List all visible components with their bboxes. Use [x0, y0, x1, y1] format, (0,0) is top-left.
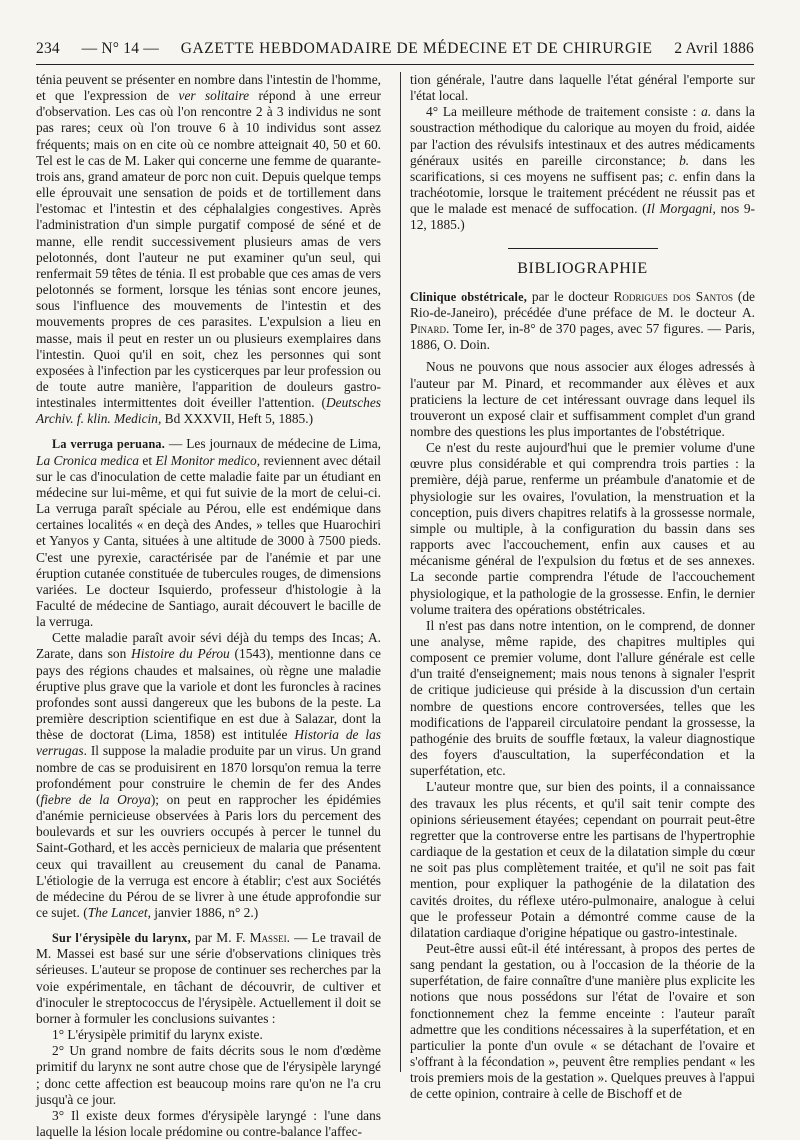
paragraph: ténia peuvent se présenter en nombre dans l'intestin de l'homme, et que l'expression de ver solitaire répond à une erreur d'observation. Les cas où l'on rencontre 2 à 3 individus ne sont pas rares; ceux où l'on trouve 6 à 10 individus sont assez fréquents; mais on en cite où ce nombre atteignait 40, 50 et 60. Tel est le cas de M. Laker qui concerne une femme de quarante-trois ans, grand amateur de porc non cuit. Depuis quelque temps elle éprouvait une sensation de poids et de tortillement dans l'estomac et l'intestin et des céphalalgies congestives. Après l'administration d'un simple purgatif composé de séné et de manne, elle rendit successivement plusieurs amas de vers pelotonnés, dont l'auteur ne put examiner qu'un seul, qui renfermait 59 têtes de ténia. Il est probable que ces amas de vers pelotonnés se forment, lorsque les ténias sont encore jeunes, sous l'influence des mouvements de l'intestin et des mouvements propres de ces parasites. L'expulsion a lieu en masse, mais il peut en rester un ou plusieurs exemplaires dans l'intestin. Quoi qu'il en soit, chez les personnes qui sont exposées à l'infection par les cysticerques par leur profession ou de toute autre manière, l'apparition de douleurs gastro-intestinales intermittentes doit éveiller l'attention. (Deutsches Archiv. f. klin. Medicin, Bd XXXVII, Heft 5, 1885.) — [36, 72, 381, 427]
journal-title: GAZETTE HEBDOMADAIRE DE MÉDECINE ET DE CHIRURGIE — [180, 40, 653, 57]
issue-date: 2 Avril 1886 — [674, 40, 754, 57]
page-number: 234 — [36, 40, 60, 57]
section-separator — [508, 248, 658, 249]
paragraph: tion générale, l'autre dans laquelle l'état général l'emporte sur l'état local. — [410, 72, 755, 104]
paragraph: Ce n'est du reste aujourd'hui que le premier volume d'une œuvre plus considérable et qui comprendra trois parties : la première, déjà parue, renferme un préambule d'anatomie et de physiologie sur les ovaires, l'ovulation, la menstruation et la conception, puis divers chapitres relatifs à la grossesse normale, simple ou multiple, à la configuration du bassin dans ses rapports avec l'accouchement, enfin aux causes et au mécanisme général de l'expulsion du fœtus et de ses annexes. La seconde partie comprendra l'étude de l'accouchement physiologique, et la pathologie de la grossesse. Enfin, le dernier volume traitera des opérations obstétricales. — [410, 440, 755, 617]
page-header — [36, 40, 754, 58]
paragraph: Nous ne pouvons que nous associer aux éloges adressés à l'auteur par M. Pinard, et recommander aux élèves et aux praticiens la lecture de cet intéressant ouvrage dans lequel ils trouveront un exposé clair et suffisamment complet d'un grand nombre des questions les plus importantes de l'obstétrique. — [410, 359, 755, 439]
bibliography-heading: BIBLIOGRAPHIE — [517, 259, 648, 277]
paragraph: Il n'est pas dans notre intention, on le comprend, de donner une analyse, même rapide, des chapitres multiples qui composent ce premier volume, dont l'allure générale est celle d'un traité d'enseignement; mais nous tenons à signaler l'esprit de critique judicieuse qui préside à la discussion d'un certain nombre de questions encore controversées, telles que les modifications de l'appareil circulatoire pendant la grossesse, la pathogénie des bruits de souffle fœtaux, la valeur diagnostique des foyers d'auscultation, la superfécondation et la superfétation, etc. — [410, 617, 755, 779]
section-verruga: La verruga peruana. — Les journaux de médecine de Lima, La Cronica medica et El Monitor medico, reviennent avec détail sur le cas d'inoculation de cette maladie faite par un étudiant en médecine sur lui-même, et qui fut suivie de la mort de celui-ci. La verruga paraît spéciale au Pérou, elle est endémique dans certaines localités « en deçà des Andes, » telles que Huarochiri et Yanyos y Canta, situées à une altitude de 3000 à 7500 pieds. C'est une pyrexie, caractérisée par de l'anémie et par une éruption cutanée constituée de tubercules rouges, de dimensions variées. Le docteur Isquierdo, professeur d'histologie à la Faculté de médecine de Santiago, aurait découvert le bacille de la verruga. — [36, 436, 382, 630]
paragraph: L'auteur montre que, sur bien des points, il a connaissance des travaux les plus récents, et qu'il sait tenir compte des opinions sérieusement étayées; cependant on pourrait peut-être regretter que la controverse entre les partisans de l'hypertrophie cardiaque de la gestation et ceux de la dilatation simple du cœur ne soit pas plus complètement traitée, et qu'il ne soit pas fait mention, pour expliquer la pathogénie de la dilatation des cavités droites, du réflexe utéro-pulmonaire, analogue à celui que le professeur Potain a démontré comme cause de la dilatation cardiaque d'origine hépatique ou gastro-intestinale. — [410, 779, 755, 940]
paragraph: Peut-être aussi eût-il été intéressant, à propos des pertes de sang pendant la gestation, ou à l'occasion de la théorie de la superfétation, de faire connaître d'une manière plus explicite les notions que nous possédons sur l'état de l'ovaire et son fonctionnement chez la femme enceinte : l'auteur paraît admettre que les conditions nécessaires à la superfétation, et en particulier la ponte d'un ovule « se détachant de l'ovaire et s'offrant à la fécondation », peuvent être remplies pendant « les trois premiers mois de la gestation ». Quelques preuves à l'appui de cette opinion, contraire à celle de Bischoff et de — [410, 940, 755, 1102]
section-erysipele: Sur l'érysipèle du larynx, par M. F. Massei. — Le travail de M. Massei est basé sur une série d'observations cliniques très sérieuses. L'auteur se propose de continuer ses recherches par la voie expérimentale, en tâchant de découvrir, de cultiver et d'inoculer le streptococcus de l'érysipèle. Actuellement il doit se borner à formuler les conclusions suivantes : — [36, 930, 382, 1026]
issue-number: — N° 14 — — [81, 40, 159, 57]
paragraph: 3° Il existe deux formes d'érysipèle laryngé : l'une dans laquelle la lésion locale prédomine ou contre-balance l'affec- — [36, 1107, 381, 1139]
paragraph: 4° La meilleure méthode de traitement consiste : a. dans la soustraction méthodique du calorique au moyen du froid, aidée par l'action des révulsifs intestinaux et des autres médicaments généraux usités en pareille circonstance; b. dans les scarifications, si ces moyens ne suffisent pas; c. enfin dans la trachéotomie, lorsque le traitement précédent ne réussit pas et que le malade est menacé de suffocation. (Il Morgagni, nos 9-12, 1885.) — [410, 104, 756, 233]
section-title: La verruga peruana. — [52, 437, 165, 452]
column-divider — [400, 72, 401, 1072]
left-column — [36, 72, 381, 1140]
book-reference: Clinique obstétricale, par le docteur Rodrigues dos Santos (de Rio-de-Janeiro), précédée d'une préface de M. le docteur A. Pinard. Tome Ier, in-8° de 370 pages, avec 57 figures. — Paris, 1886, O. Doin. — [410, 288, 755, 353]
header-rule — [36, 64, 754, 65]
right-column — [410, 72, 755, 1103]
paragraph: Cette maladie paraît avoir sévi déjà du temps des Incas; A. Zarate, dans son Histoire du Pérou (1543), mentionne dans ce pays des régions chaudes et malsaines, où règne une maladie éruptive plus grave que la variole et dont les furoncles à racines profondes sont aussi dangereux que les bubons de la peste. La première description scientifique en est due à Salazar, dont la thèse de doctorat (Lima, 1858) est intitulée Historia de las verrugas. Il suppose la maladie produite par un virus. Un grand nombre de cas se produisirent en 1870 lorsqu'on remua la terre profondément pour construire le chemin de fer des Andes (fiebre de la Oroya); on peut en rapprocher les épidémies d'anémie pernicieuse observées à Paris lors du percement des boulevards et sur les ouvriers occupés à percer le tunnel du Saint-Gothard, et les accès pernicieux de malaria que présentent ceux qui travaillent au creusement du canal de Panama. L'étiologie de la verruga est encore à établir; c'est aux Sociétés de médecine du Pérou de se livrer à une étude approfondie sur ce sujet. (The Lancet, janvier 1886, n° 2.) — [36, 630, 381, 920]
section-title: Sur l'érysipèle du larynx, — [52, 931, 191, 946]
paragraph: 1° L'érysipèle primitif du larynx existe. — [52, 1027, 263, 1043]
paragraph: 2° Un grand nombre de faits décrits sous le nom d'œdème primitif du larynx ne sont autre chose que de l'érysipèle laryngé ; donc cette affection est beaucoup moins rare qu'on ne l'a cru jusqu'à ce jour. — [36, 1043, 381, 1107]
